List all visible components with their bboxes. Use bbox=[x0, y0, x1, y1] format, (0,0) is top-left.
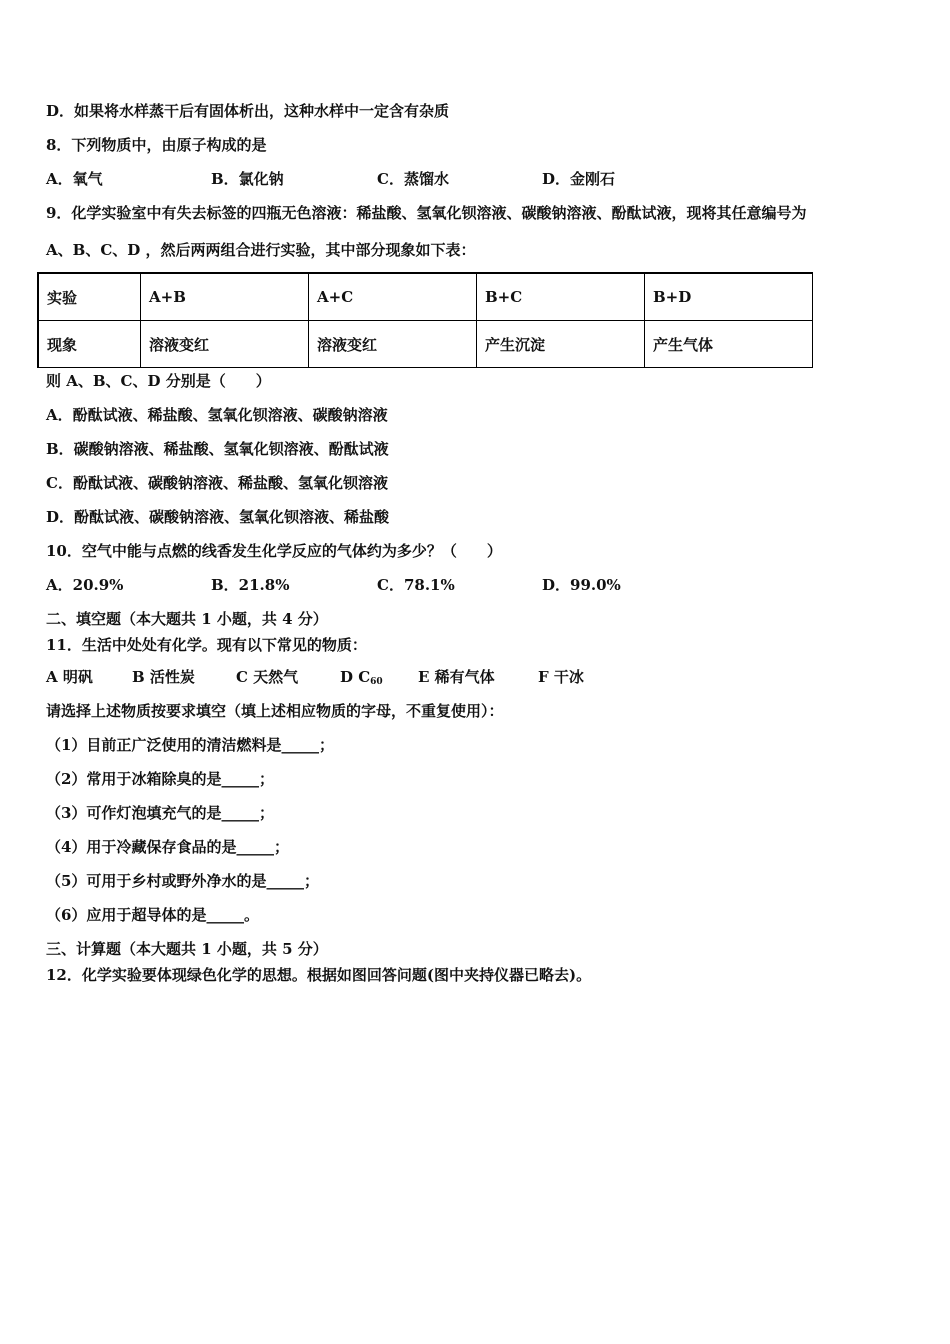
q10-option-b: B．21.8% bbox=[211, 576, 290, 594]
q9-question: 则 A、B、C、D 分别是（ ） bbox=[46, 372, 271, 390]
q11-item-2: （2）常用于冰箱除臭的是_____； bbox=[46, 770, 274, 788]
table-header-cell: A+B bbox=[141, 273, 309, 321]
q8-option-c: C．蒸馏水 bbox=[377, 170, 449, 188]
substance-d bbox=[340, 667, 383, 692]
q10-option-d: D．99.0% bbox=[542, 576, 621, 594]
q9-option-d: D．酚酞试液、碳酸钠溶液、氢氧化钡溶液、稀盐酸 bbox=[46, 508, 390, 526]
table-row bbox=[38, 321, 813, 368]
q9-option-c: C．酚酞试液、碳酸钠溶液、稀盐酸、氢氧化钡溶液 bbox=[46, 474, 388, 492]
q9-stem-line1: 9．化学实验室中有失去标签的四瓶无色溶液：稀盐酸、氢氧化钡溶液、碳酸钠溶液、酚酞试液，现将其任意编号为 bbox=[46, 204, 807, 222]
table-header-row bbox=[38, 273, 813, 321]
substance-c: C 天然气 bbox=[236, 668, 299, 686]
table-cell: 产生沉淀 bbox=[477, 321, 645, 368]
q8-stem: 8．下列物质中，由原子构成的是 bbox=[46, 136, 267, 154]
q11-instruction: 请选择上述物质按要求填空（填上述相应物质的字母，不重复使用）： bbox=[46, 702, 504, 720]
c60-subscript: 60 bbox=[370, 677, 383, 687]
q9-experiment-table bbox=[37, 272, 813, 368]
q10-option-c: C．78.1% bbox=[377, 576, 455, 594]
table-cell: 溶液变红 bbox=[141, 321, 309, 368]
q10-option-a: A．20.9% bbox=[46, 576, 124, 594]
substance-e: E 稀有气体 bbox=[418, 668, 495, 686]
table-header-cell: B+D bbox=[645, 273, 813, 321]
q10-stem: 10．空气中能与点燃的线香发生化学反应的气体约为多少？（ ） bbox=[46, 542, 502, 560]
table-header-cell: B+C bbox=[477, 273, 645, 321]
q9-option-b: B．碳酸钠溶液、稀盐酸、氢氧化钡溶液、酚酞试液 bbox=[46, 440, 389, 458]
substance-d-label: D C bbox=[340, 668, 371, 686]
q11-stem: 11．生活中处处有化学。现有以下常见的物质： bbox=[46, 636, 367, 654]
q9-option-a: A．酚酞试液、稀盐酸、氢氧化钡溶液、碳酸钠溶液 bbox=[46, 406, 388, 424]
substance-a: A 明矾 bbox=[46, 668, 93, 686]
q8-option-b: B．氯化钠 bbox=[211, 170, 284, 188]
table-cell: 产生气体 bbox=[645, 321, 813, 368]
q12-stem: 12．化学实验要体现绿色化学的思想。根据如图回答问题(图中夹持仪器已略去)。 bbox=[46, 966, 592, 984]
substance-b: B 活性炭 bbox=[132, 668, 195, 686]
substance-f: F 干冰 bbox=[538, 668, 584, 686]
q11-item-4: （4）用于冷藏保存食品的是_____； bbox=[46, 838, 289, 856]
table-header-cell: 实验 bbox=[38, 273, 141, 321]
q7-option-d: D．如果将水样蒸干后有固体析出，这种水样中一定含有杂质 bbox=[46, 102, 450, 120]
q8-option-a: A．氧气 bbox=[46, 170, 103, 188]
table-header-cell: A+C bbox=[309, 273, 477, 321]
table-cell: 现象 bbox=[38, 321, 141, 368]
q11-item-6: （6）应用于超导体的是_____。 bbox=[46, 906, 259, 924]
q11-item-1: （1）目前正广泛使用的清洁燃料是_____； bbox=[46, 736, 334, 754]
section-3-heading: 三、计算题（本大题共 1 小题，共 5 分） bbox=[46, 940, 328, 958]
q11-item-3: （3）可作灯泡填充气的是_____； bbox=[46, 804, 274, 822]
q9-stem-line2: A、B、C、D ，然后两两组合进行实验，其中部分现象如下表： bbox=[46, 241, 476, 259]
table-cell: 溶液变红 bbox=[309, 321, 477, 368]
q11-item-5: （5）可用于乡村或野外净水的是_____； bbox=[46, 872, 319, 890]
q8-option-d: D．金刚石 bbox=[542, 170, 616, 188]
section-2-heading: 二、填空题（本大题共 1 小题，共 4 分） bbox=[46, 610, 328, 628]
